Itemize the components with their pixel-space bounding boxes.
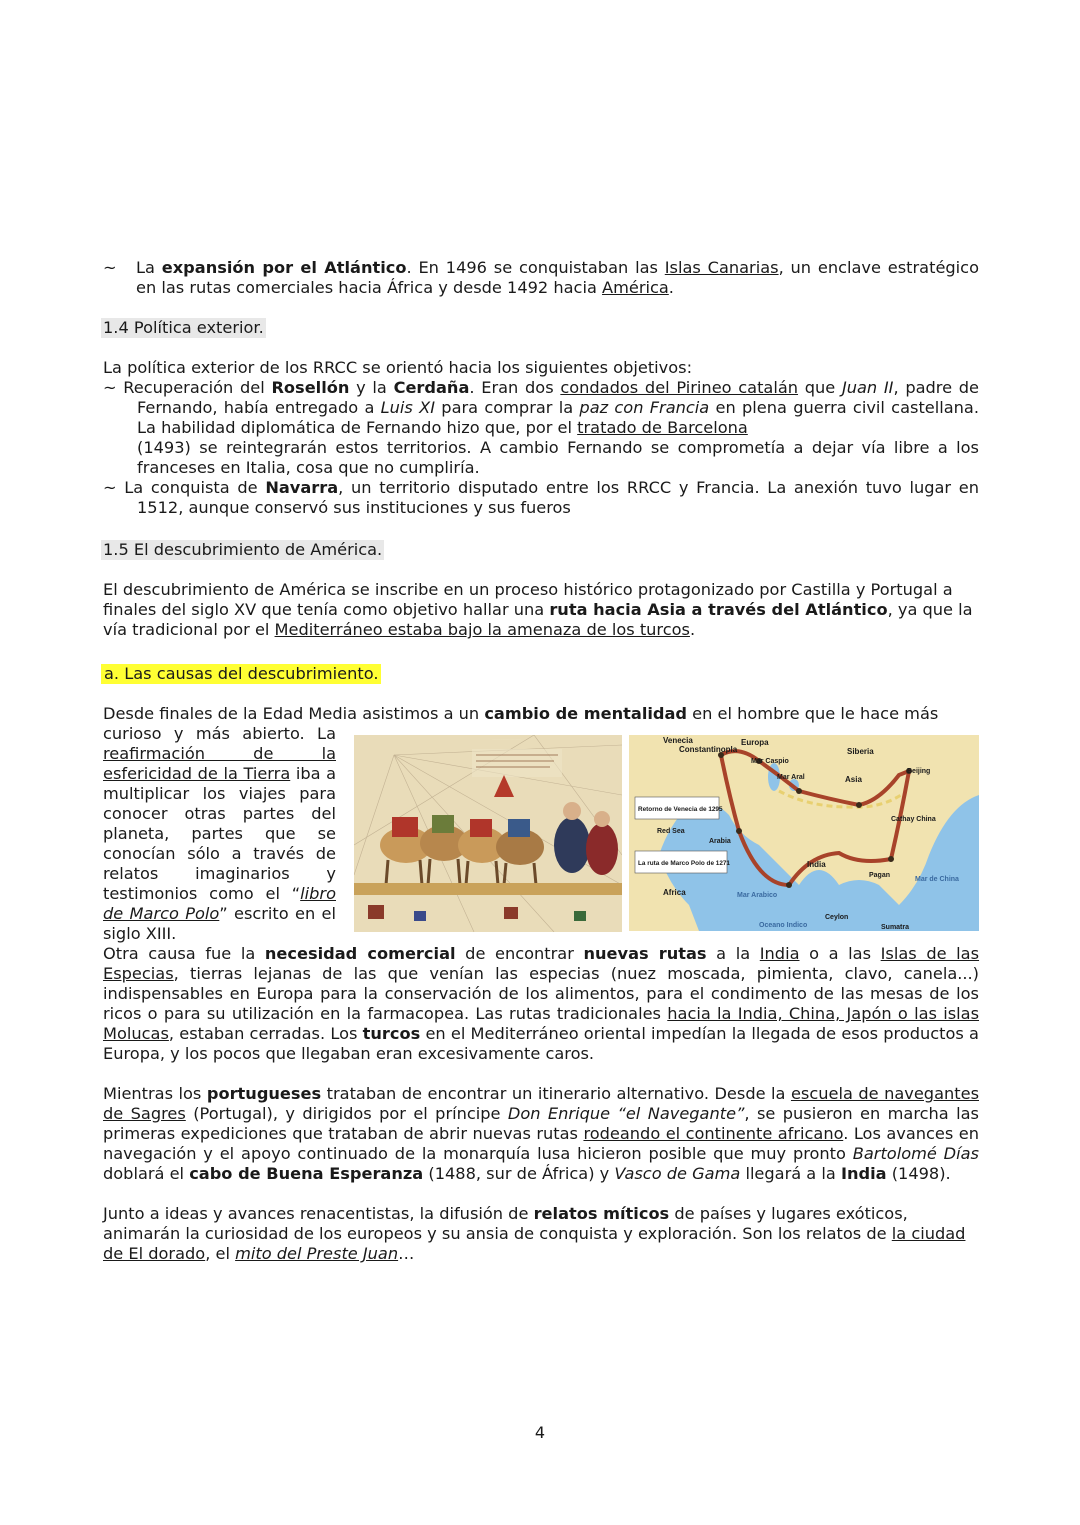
paragraph-mentalidad-line1: Desde finales de la Edad Media asistimos a un cambio de mentalidad en el hombre que le hace más <box>103 704 939 723</box>
map-label-arabia: Arabia <box>709 838 731 845</box>
bullet-marker: ~ <box>103 378 117 397</box>
page-content <box>103 258 979 1264</box>
legend-ruta-text: La ruta de Marco Polo de 1271 <box>638 860 730 867</box>
map-label-siberia: Siberia <box>847 747 874 756</box>
heading-causas: a. Las causas del descubrimiento. <box>103 664 979 684</box>
map-label-europa: Europa <box>741 738 769 747</box>
item-rosellon-cerdana: ~ Recuperación del Rosellón y la Cerdaña. Eran dos condados del Pirineo catalán que Juan II, padre de Fernando, había entregado a Luis XI para comprar la paz con Francia en plena guerra civil castellana. La habilidad diplomática de Fernando hizo que, por el tratado de Barcelona (1493) se reintegrarán estos territorios. A cambio Fernando se comprometía a dejar vía libre a los franceses en Italia, cosa que no cumpliría. <box>103 378 979 477</box>
item-navarra: ~ La conquista de Navarra, un territorio disputado entre los RRCC y Francia. La anexión tuvo lugar en 1512, aunque conservó sus instituciones y sus fueros <box>103 478 979 517</box>
legend-retorno <box>635 797 723 819</box>
paragraph-mentalidad-column: curioso y más abierto. La reafirmación de la esfericidad de la Tierra iba a multiplicar los viajes para conocer otras partes del planeta, partes que se conocían sólo a través de relatos imaginarios y testimonios como el “libro de Marco Polo” escrito en el siglo XIII. <box>103 724 337 943</box>
map-label-red-sea: Red Sea <box>657 828 685 835</box>
bold-term: expansión por el Atlántico <box>161 258 407 277</box>
map-label-india: India <box>807 860 826 869</box>
page-number: 4 <box>534 1423 546 1442</box>
map-label-sumatra: Sumatra <box>881 924 910 931</box>
legend-ruta <box>635 851 730 873</box>
map-label-constantinopla: Constantinopla <box>679 745 738 754</box>
bullet-marker: ~ <box>103 478 117 497</box>
bullet-marker: ~ <box>103 258 117 277</box>
map-label-ceylon: Ceylon <box>825 914 849 921</box>
ground-strip <box>354 883 622 895</box>
map-label-mar-china: Mar de China <box>915 876 959 883</box>
map-label-beijing: Beijing <box>907 768 931 775</box>
map-label-pagan: Pagan <box>869 872 891 879</box>
map-label-asia: Asia <box>845 775 862 784</box>
politica-intro: La política exterior de los RRCC se orientó hacia los siguientes objetivos: <box>103 358 693 377</box>
bullet-expansion-atlantico: ~ La expansión por el Atlántico. En 1496 se conquistaban las Islas Canarias, un enclave estratégico en las rutas comerciales hacia África y desde 1492 hacia América. <box>103 258 979 297</box>
map-label-cathay: Cathay China <box>891 816 936 823</box>
underlined-term: América <box>602 278 669 297</box>
paragraph-portugueses: Mientras los portugueses trataban de encontrar un itinerario alternativo. Desde la escuela de navegantes de Sagres (Portugal), y dirigidos por el príncipe Don Enrique “el Navegante”, se pusieron en marcha las primeras expediciones que trataban de abrir nuevas rutas rodeando el continente africano. Los avances en navegación y el apoyo continuado de la monarquía lusa hicieron posible que muy pronto Bartolomé Días doblará el cabo de Buena Esperanza (1488, sur de África) y Vasco de Gama llegará a la India (1498). <box>103 1084 979 1183</box>
paragraph-descubrimiento: El descubrimiento de América se inscribe en un proceso histórico protagonizado por Castilla y Portugal a finales del siglo XV que tenía como objetivo hallar una ruta hacia Asia a través del Atlántico, ya que la vía tradicional por el Mediterráneo estaba bajo la amenaza de los turcos. <box>103 580 973 639</box>
legend-retorno-text: Retorno de Venecia de 1295 <box>638 806 723 813</box>
figure-block <box>103 724 979 944</box>
map-label-mar-aral: Mar Aral <box>777 774 805 781</box>
map-label-mar-caspio: Mar Caspio <box>751 758 789 765</box>
heading-politica-exterior: 1.4 Política exterior. <box>103 318 264 337</box>
map-label-oceano-indico: Oceano Indico <box>759 922 808 929</box>
caravan-caption-text: Aquella caravana con mercaderías de oriente a occidente <box>492 740 521 741</box>
map-label-mar-arabico: Mar Arabico <box>737 892 778 899</box>
heading-descubrimiento: 1.5 El descubrimiento de América. <box>103 540 383 559</box>
underlined-term: Islas Canarias <box>664 258 779 277</box>
caravan-atlas-image <box>354 735 622 932</box>
paragraph-necesidad-comercial: Otra causa fue la necesidad comercial de encontrar nuevas rutas a la India o a las Islas de las Especias, tierras lejanas de las que venían las especias (nuez moscada, pimienta, clavo, canela...) indispensables en Europa para la conservación de los alimentos, para el condimento de las mesas de los ricos o para su utilización en la farmacopea. Las rutas tradicionales hacia la India, China, Japón o las islas Molucas, estaban cerradas. Los turcos en el Mediterráneo oriental impedían la llegada de esos productos a Europa, y los pocos que llegaban eran excesivamente caros. <box>103 944 980 1063</box>
paragraph-relatos-miticos: Junto a ideas y avances renacentistas, la difusión de relatos míticos de países y lugares exóticos, animarán la curiosidad de los europeos y su ansia de conquista y exploración. Son los relatos de la ciudad de El dorado, el mito del Preste Juan… <box>103 1204 966 1263</box>
marco-polo-map <box>629 735 979 931</box>
map-label-africa: Africa <box>663 888 686 897</box>
map-label-venecia: Venecia <box>663 736 693 745</box>
